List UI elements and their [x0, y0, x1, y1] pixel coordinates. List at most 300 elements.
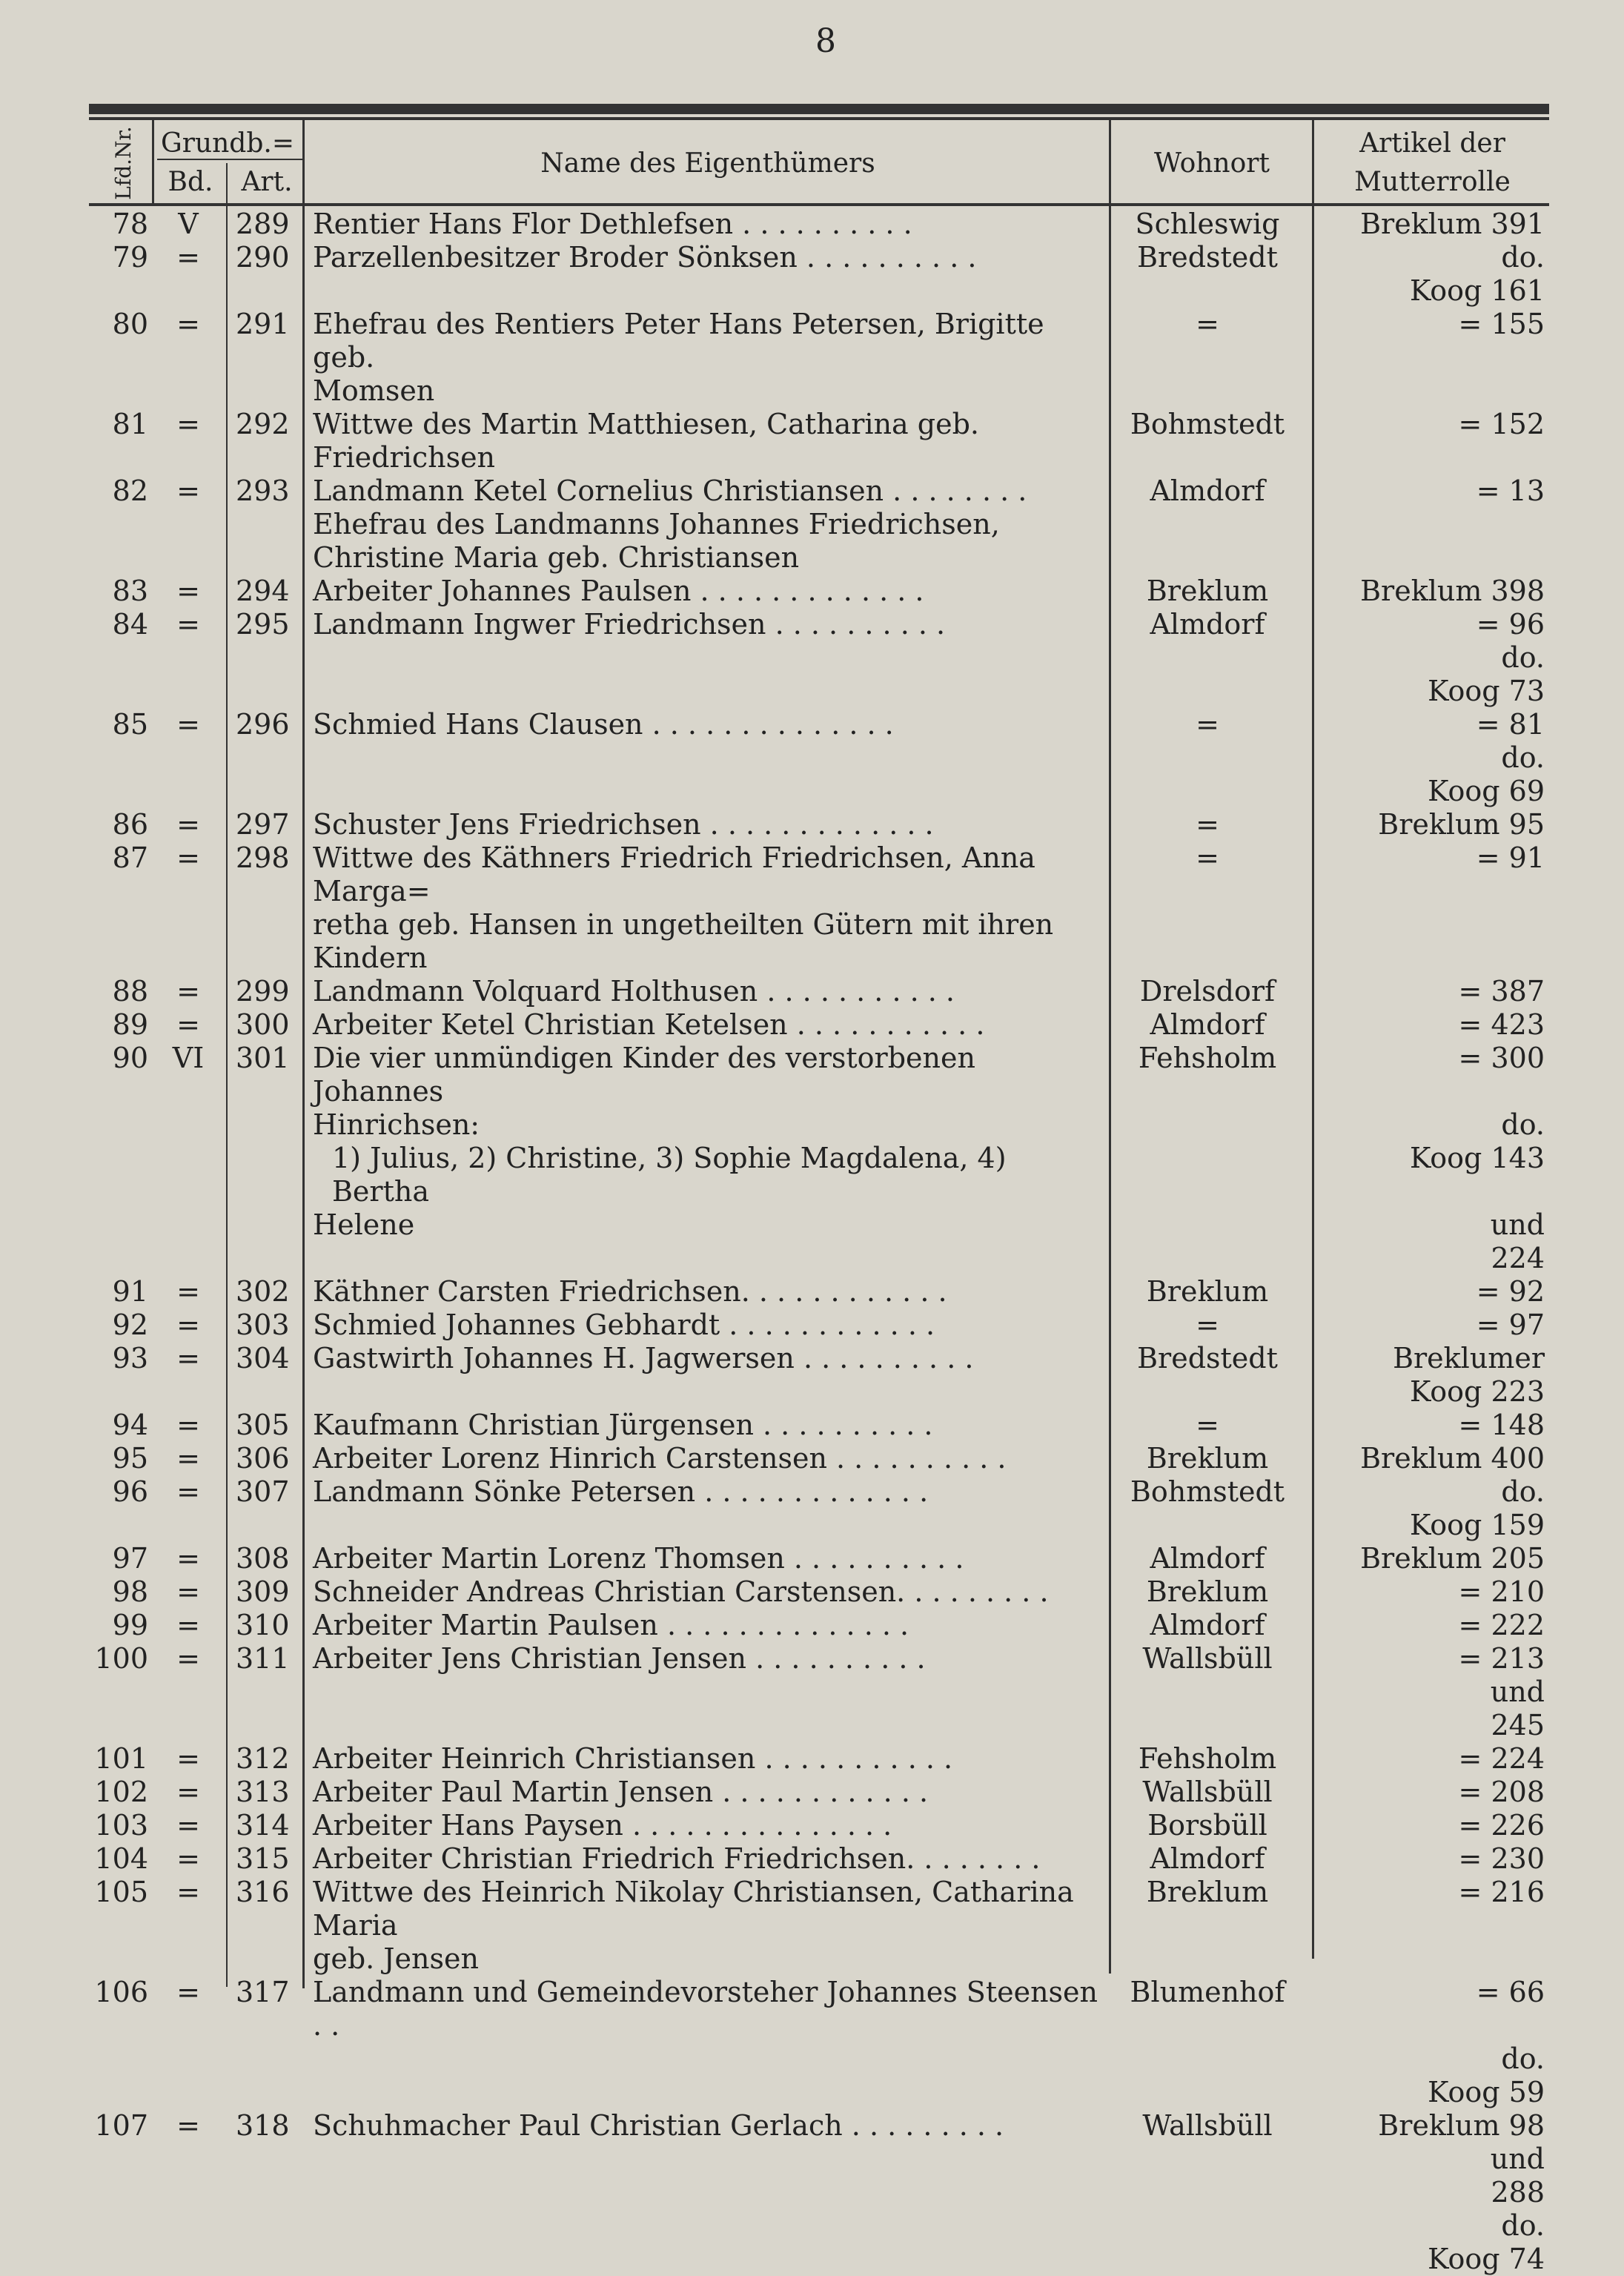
row-mutterrolle: = 216	[1458, 1876, 1545, 1908]
row-owner-name: Käthner Carsten Friedrichsen. . . . . . . . . . . .	[313, 1275, 947, 1308]
row-band: =	[176, 1609, 200, 1641]
row-band	[148, 1509, 228, 1542]
row-band: =	[176, 1275, 200, 1308]
table-row	[0, 1809, 1624, 1842]
row-owner-name	[302, 2176, 1103, 2209]
table-row	[0, 1208, 1624, 1242]
row-art	[228, 1942, 302, 1976]
row-art	[228, 541, 302, 575]
row-art: 291	[236, 308, 290, 340]
table-row	[0, 942, 1624, 975]
row-number: 85	[112, 708, 148, 741]
row-number	[0, 1142, 148, 1208]
table-row	[0, 1675, 1624, 1709]
row-wohnort	[1103, 908, 1312, 942]
row-owner-name: Gastwirth Johannes H. Jagwersen . . . . . . . . . .	[313, 1342, 974, 1374]
row-owner-name: Momsen	[313, 374, 435, 407]
row-number	[0, 1709, 148, 1742]
row-number: 88	[112, 975, 148, 1008]
row-number	[0, 1675, 148, 1709]
row-art: 309	[236, 1575, 290, 1608]
row-owner-name	[302, 1709, 1103, 1742]
row-band	[148, 775, 228, 808]
row-band	[148, 374, 228, 408]
row-wohnort: Schleswig	[1135, 208, 1280, 240]
header-band: Bd.	[168, 167, 213, 197]
table-row	[0, 1409, 1624, 1442]
row-number	[0, 1208, 148, 1242]
row-mutterrolle: Breklum 398	[1360, 575, 1545, 607]
table-row	[0, 708, 1624, 741]
row-mutterrolle: do.	[1501, 241, 1545, 274]
top-rule	[89, 104, 1549, 114]
row-wohnort: Blumenhof	[1130, 1976, 1285, 2008]
row-number: 96	[112, 1475, 148, 1508]
row-owner-name: Arbeiter Lorenz Hinrich Carstensen . . . . . . . . . .	[313, 1442, 1007, 1475]
row-mutterrolle: Breklum 98	[1378, 2109, 1545, 2142]
row-owner-name: Ehefrau des Rentiers Peter Hans Petersen, Brigitte geb.	[313, 308, 1044, 374]
row-number	[0, 1375, 148, 1409]
row-number	[0, 908, 148, 942]
row-art	[228, 1142, 302, 1208]
row-wohnort: Wallsbüll	[1142, 1642, 1273, 1675]
row-wohnort	[1103, 274, 1312, 308]
row-band: =	[176, 1575, 200, 1608]
table-row	[0, 1742, 1624, 1776]
row-owner-name	[302, 775, 1103, 808]
row-owner-name	[302, 1375, 1103, 1409]
row-art: 302	[236, 1275, 290, 1308]
row-number	[0, 1942, 148, 1976]
row-number	[0, 274, 148, 308]
row-wohnort: =	[1196, 1409, 1219, 1441]
row-number: 80	[112, 308, 148, 340]
row-art	[228, 2176, 302, 2209]
row-number: 103	[94, 1809, 148, 1842]
row-owner-name: Christine Maria geb. Christiansen	[313, 541, 800, 574]
table-row	[0, 1609, 1624, 1642]
row-band	[148, 1942, 228, 1976]
row-band: =	[176, 1876, 200, 1908]
row-band: =	[176, 975, 200, 1008]
row-wohnort: Almdorf	[1150, 1542, 1265, 1575]
row-number	[0, 541, 148, 575]
row-owner-name: Schneider Andreas Christian Carstensen. . . . . . . . .	[313, 1575, 1049, 1608]
row-number	[0, 2176, 148, 2209]
row-mutterrolle: do.	[1501, 1475, 1545, 1508]
header-grundbuch: Grundb.=	[160, 128, 295, 159]
row-band	[148, 541, 228, 575]
row-owner-name: Schuster Jens Friedrichsen . . . . . . . . . . . . .	[313, 808, 934, 841]
row-mutterrolle: = 152	[1458, 408, 1545, 440]
table-row	[0, 1575, 1624, 1609]
row-art: 310	[236, 1609, 290, 1641]
row-owner-name	[302, 2209, 1103, 2243]
row-mutterrolle: Breklum 95	[1378, 808, 1545, 841]
row-band: =	[176, 308, 200, 340]
row-mutterrolle: = 222	[1458, 1609, 1545, 1641]
row-art: 299	[236, 975, 290, 1008]
row-owner-name: Rentier Hans Flor Dethlefsen . . . . . . . . . .	[313, 208, 912, 240]
row-mutterrolle: und	[1490, 2143, 1545, 2175]
row-wohnort	[1103, 1942, 1312, 1976]
row-owner-name	[302, 1509, 1103, 1542]
table-row	[0, 2176, 1624, 2209]
row-owner-name: Wittwe des Käthners Friedrich Friedrichsen, Anna Marga=	[313, 841, 1035, 907]
row-owner-name: Arbeiter Christian Friedrich Friedrichsen. . . . . . . .	[313, 1842, 1041, 1875]
row-art	[228, 1208, 302, 1242]
table-row	[0, 2209, 1624, 2243]
row-number: 107	[94, 2109, 148, 2142]
row-band	[148, 2143, 228, 2176]
row-owner-name: Landmann Ketel Cornelius Christiansen . . . . . . . .	[313, 474, 1027, 507]
row-art	[228, 374, 302, 408]
row-art: 301	[236, 1042, 290, 1074]
row-art: 305	[236, 1409, 290, 1441]
row-wohnort: Breklum	[1146, 1876, 1269, 1908]
row-band: =	[176, 1409, 200, 1441]
row-mutterrolle: = 230	[1458, 1842, 1545, 1875]
row-wohnort: Breklum	[1146, 1575, 1269, 1608]
row-mutterrolle: = 91	[1476, 841, 1545, 874]
row-band: =	[176, 1776, 200, 1808]
row-number: 93	[112, 1342, 148, 1374]
row-band	[148, 908, 228, 942]
row-mutterrolle: do.	[1501, 1108, 1545, 1141]
row-band: =	[176, 1976, 200, 2008]
row-art: 293	[236, 474, 290, 507]
row-band	[148, 1675, 228, 1709]
row-number: 102	[94, 1776, 148, 1808]
row-number: 84	[112, 608, 148, 641]
row-wohnort: Bredstedt	[1137, 1342, 1278, 1374]
row-art	[228, 675, 302, 708]
row-wohnort: Breklum	[1146, 575, 1269, 607]
row-number	[0, 2042, 148, 2076]
row-number: 78	[112, 208, 148, 240]
row-number: 97	[112, 1542, 148, 1575]
row-mutterrolle: = 96	[1476, 608, 1545, 641]
table-row	[0, 675, 1624, 708]
row-art: 317	[236, 1976, 290, 2008]
row-art	[228, 274, 302, 308]
row-mutterrolle: = 387	[1458, 975, 1545, 1008]
row-mutterrolle: Breklum 205	[1360, 1542, 1545, 1575]
row-mutterrolle: Breklumer	[1393, 1342, 1545, 1374]
row-number	[0, 775, 148, 808]
row-wohnort: =	[1196, 708, 1219, 741]
row-mutterrolle: und	[1490, 1208, 1545, 1241]
row-number	[0, 741, 148, 775]
row-band: =	[176, 1309, 200, 1341]
header-mutterrolle: Mutterrolle	[1354, 167, 1511, 197]
row-wohnort	[1103, 1242, 1312, 1275]
row-owner-name: Arbeiter Heinrich Christiansen . . . . . . . . . . .	[313, 1742, 953, 1775]
table-row	[0, 841, 1624, 908]
row-number: 83	[112, 575, 148, 607]
row-wohnort	[1103, 1108, 1312, 1142]
row-number: 91	[112, 1275, 148, 1308]
row-mutterrolle: = 81	[1476, 708, 1545, 741]
row-wohnort	[1103, 1509, 1312, 1542]
row-number	[0, 374, 148, 408]
row-band	[148, 2076, 228, 2109]
register-table-body	[0, 208, 1624, 2276]
row-art	[228, 1375, 302, 1409]
row-owner-name: Schuhmacher Paul Christian Gerlach . . . . . . . . .	[313, 2109, 1004, 2142]
row-owner-name: Arbeiter Hans Paysen . . . . . . . . . . . . . . .	[313, 1809, 892, 1842]
row-band: =	[176, 1442, 200, 1475]
row-band: =	[176, 1008, 200, 1041]
row-wohnort	[1103, 2243, 1312, 2276]
row-art	[228, 2243, 302, 2276]
table-row	[0, 2042, 1624, 2076]
row-mutterrolle: = 13	[1476, 474, 1545, 507]
row-mutterrolle: do.	[1501, 2209, 1545, 2242]
row-band	[148, 2042, 228, 2076]
table-row	[0, 374, 1624, 408]
row-number	[0, 2209, 148, 2243]
table-row	[0, 1776, 1624, 1809]
row-owner-name: Wittwe des Heinrich Nikolay Christiansen, Catharina Maria	[313, 1876, 1074, 1942]
row-mutterrolle: = 224	[1458, 1742, 1545, 1775]
row-wohnort: Wallsbüll	[1142, 1776, 1273, 1808]
row-band	[148, 1142, 228, 1208]
row-band	[148, 1375, 228, 1409]
row-mutterrolle	[1312, 908, 1549, 942]
row-number: 104	[94, 1842, 148, 1875]
row-owner-name	[302, 1675, 1103, 1709]
row-wohnort	[1103, 641, 1312, 675]
table-row	[0, 241, 1624, 274]
row-owner-name: Parzellenbesitzer Broder Sönksen . . . . . . . . . .	[313, 241, 977, 274]
row-art	[228, 2143, 302, 2176]
row-wohnort: Breklum	[1146, 1442, 1269, 1475]
table-row	[0, 1642, 1624, 1675]
row-owner-name: Hinrichsen:	[313, 1108, 480, 1141]
page-number: 8	[815, 22, 836, 60]
row-number: 101	[94, 1742, 148, 1775]
row-art: 314	[236, 1809, 290, 1842]
row-wohnort	[1103, 508, 1312, 541]
row-band	[148, 2243, 228, 2276]
row-owner-name: Arbeiter Paul Martin Jensen . . . . . . . . . . . .	[313, 1776, 929, 1808]
table-row	[0, 2076, 1624, 2109]
table-row	[0, 1442, 1624, 1475]
row-art: 300	[236, 1008, 290, 1041]
row-wohnort: =	[1196, 808, 1219, 841]
row-owner-name: Wittwe des Martin Matthiesen, Catharina geb. Friedrichsen	[313, 408, 979, 474]
table-row	[0, 1108, 1624, 1142]
table-row	[0, 808, 1624, 841]
row-art: 311	[236, 1642, 290, 1675]
row-mutterrolle: Koog 59	[1428, 2076, 1545, 2108]
row-number: 82	[112, 474, 148, 507]
row-art	[228, 775, 302, 808]
row-wohnort: Fehsholm	[1138, 1042, 1277, 1074]
row-art: 295	[236, 608, 290, 641]
row-mutterrolle: Koog 223	[1409, 1375, 1545, 1408]
table-row	[0, 308, 1624, 374]
row-number: 95	[112, 1442, 148, 1475]
row-band	[148, 942, 228, 975]
row-owner-name: Die vier unmündigen Kinder des verstorbenen Johannes	[313, 1042, 975, 1108]
row-owner-name: Landmann Sönke Petersen . . . . . . . . . . . . .	[313, 1475, 929, 1508]
table-row	[0, 1976, 1624, 2042]
row-art: 298	[236, 841, 290, 874]
row-wohnort: =	[1196, 308, 1219, 340]
row-band	[148, 274, 228, 308]
row-number	[0, 1242, 148, 1275]
row-number: 99	[112, 1609, 148, 1641]
row-mutterrolle: do.	[1501, 2042, 1545, 2075]
table-row	[0, 1842, 1624, 1876]
row-wohnort	[1103, 2042, 1312, 2076]
row-mutterrolle: Koog 161	[1409, 274, 1545, 307]
row-mutterrolle: 224	[1491, 1242, 1545, 1274]
row-wohnort	[1103, 1675, 1312, 1709]
row-owner-name: Arbeiter Martin Paulsen . . . . . . . . . . . . . .	[313, 1609, 909, 1641]
row-art: 315	[236, 1842, 290, 1875]
row-owner-name: 1) Julius, 2) Christine, 3) Sophie Magdalena, 4) Bertha	[332, 1142, 1007, 1208]
row-wohnort: Almdorf	[1150, 474, 1265, 507]
row-art	[228, 741, 302, 775]
row-number	[0, 2143, 148, 2176]
table-row	[0, 1542, 1624, 1575]
top-rule-thin	[89, 117, 1549, 120]
table-row	[0, 1042, 1624, 1108]
row-art	[228, 1709, 302, 1742]
row-wohnort: Almdorf	[1150, 1842, 1265, 1875]
row-owner-name: Arbeiter Johannes Paulsen . . . . . . . . . . . . .	[313, 575, 924, 607]
table-row	[0, 2143, 1624, 2176]
table-row	[0, 641, 1624, 675]
row-wohnort: Bredstedt	[1137, 241, 1278, 274]
row-wohnort: Fehsholm	[1138, 1742, 1277, 1775]
row-wohnort	[1103, 2143, 1312, 2176]
row-band: =	[176, 1342, 200, 1374]
row-owner-name: Kaufmann Christian Jürgensen . . . . . . . . . .	[313, 1409, 933, 1441]
table-row	[0, 274, 1624, 308]
row-mutterrolle	[1312, 374, 1549, 408]
row-wohnort: Almdorf	[1150, 1008, 1265, 1041]
row-band: =	[176, 408, 200, 440]
table-row	[0, 1509, 1624, 1542]
header-sub-rule	[157, 159, 302, 160]
row-number	[0, 1509, 148, 1542]
row-wohnort	[1103, 775, 1312, 808]
row-wohnort	[1103, 2209, 1312, 2243]
row-mutterrolle: Koog 73	[1428, 675, 1545, 707]
row-wohnort	[1103, 675, 1312, 708]
row-mutterrolle: = 226	[1458, 1809, 1545, 1842]
row-owner-name: Landmann Volquard Holthusen . . . . . . . . . . .	[313, 975, 955, 1008]
row-band	[148, 1709, 228, 1742]
row-mutterrolle: = 155	[1458, 308, 1545, 340]
table-row	[0, 1475, 1624, 1509]
table-row	[0, 908, 1624, 942]
row-mutterrolle: Koog 74	[1428, 2243, 1545, 2275]
row-mutterrolle: = 213	[1458, 1642, 1545, 1675]
row-art: 289	[236, 208, 290, 240]
table-row	[0, 775, 1624, 808]
row-band: =	[176, 1742, 200, 1775]
row-number: 92	[112, 1309, 148, 1341]
row-number: 79	[112, 241, 148, 274]
header-name: Name des Eigenthümers	[540, 148, 875, 179]
row-art: 290	[236, 241, 290, 274]
row-band: =	[176, 1542, 200, 1575]
row-number	[0, 942, 148, 975]
row-band: VI	[172, 1042, 205, 1074]
row-mutterrolle: = 97	[1476, 1309, 1545, 1341]
row-band	[148, 2176, 228, 2209]
row-owner-name	[302, 2042, 1103, 2076]
row-owner-name	[302, 274, 1103, 308]
row-mutterrolle	[1312, 1942, 1549, 1976]
table-row	[0, 1709, 1624, 1742]
header-wohnort: Wohnort	[1154, 148, 1270, 179]
row-art: 297	[236, 808, 290, 841]
row-mutterrolle: = 300	[1458, 1042, 1545, 1074]
row-wohnort	[1103, 1709, 1312, 1742]
row-number: 98	[112, 1575, 148, 1608]
row-wohnort	[1103, 741, 1312, 775]
row-owner-name: Arbeiter Martin Lorenz Thomsen . . . . . . . . . .	[313, 1542, 964, 1575]
row-mutterrolle: Koog 143	[1409, 1142, 1545, 1174]
row-band: =	[176, 1642, 200, 1675]
row-art: 318	[236, 2109, 290, 2142]
row-number: 87	[112, 841, 148, 874]
row-owner-name: Ehefrau des Landmanns Johannes Friedrichsen,	[313, 508, 1000, 540]
row-band: =	[176, 808, 200, 841]
row-wohnort: Almdorf	[1150, 608, 1265, 641]
table-row	[0, 975, 1624, 1008]
row-art: 303	[236, 1309, 290, 1341]
row-art	[228, 2076, 302, 2109]
header-artikel-nr: Art.	[241, 167, 293, 197]
table-row	[0, 741, 1624, 775]
row-mutterrolle: = 208	[1458, 1776, 1545, 1808]
table-row	[0, 1275, 1624, 1309]
row-wohnort: =	[1196, 841, 1219, 874]
row-mutterrolle	[1312, 541, 1549, 575]
row-number	[0, 2076, 148, 2109]
row-art: 296	[236, 708, 290, 741]
row-wohnort	[1103, 1142, 1312, 1208]
row-band	[148, 508, 228, 541]
row-band	[148, 1242, 228, 1275]
table-row	[0, 408, 1624, 474]
table-row	[0, 608, 1624, 641]
row-band	[148, 641, 228, 675]
row-owner-name: Landmann und Gemeindevorsteher Johannes Steensen . .	[313, 1976, 1098, 2042]
table-row	[0, 1375, 1624, 1409]
row-art: 304	[236, 1342, 290, 1374]
row-mutterrolle: und	[1490, 1675, 1545, 1708]
row-number: 94	[112, 1409, 148, 1441]
row-wohnort: Wallsbüll	[1142, 2109, 1273, 2142]
row-mutterrolle	[1312, 942, 1549, 975]
row-band: =	[176, 841, 200, 874]
row-mutterrolle	[1312, 508, 1549, 541]
row-art: 292	[236, 408, 290, 440]
row-number: 100	[94, 1642, 148, 1675]
row-wohnort	[1103, 541, 1312, 575]
table-row	[0, 508, 1624, 541]
row-owner-name	[302, 741, 1103, 775]
header-nr: Lfd.Nr.	[111, 126, 136, 200]
